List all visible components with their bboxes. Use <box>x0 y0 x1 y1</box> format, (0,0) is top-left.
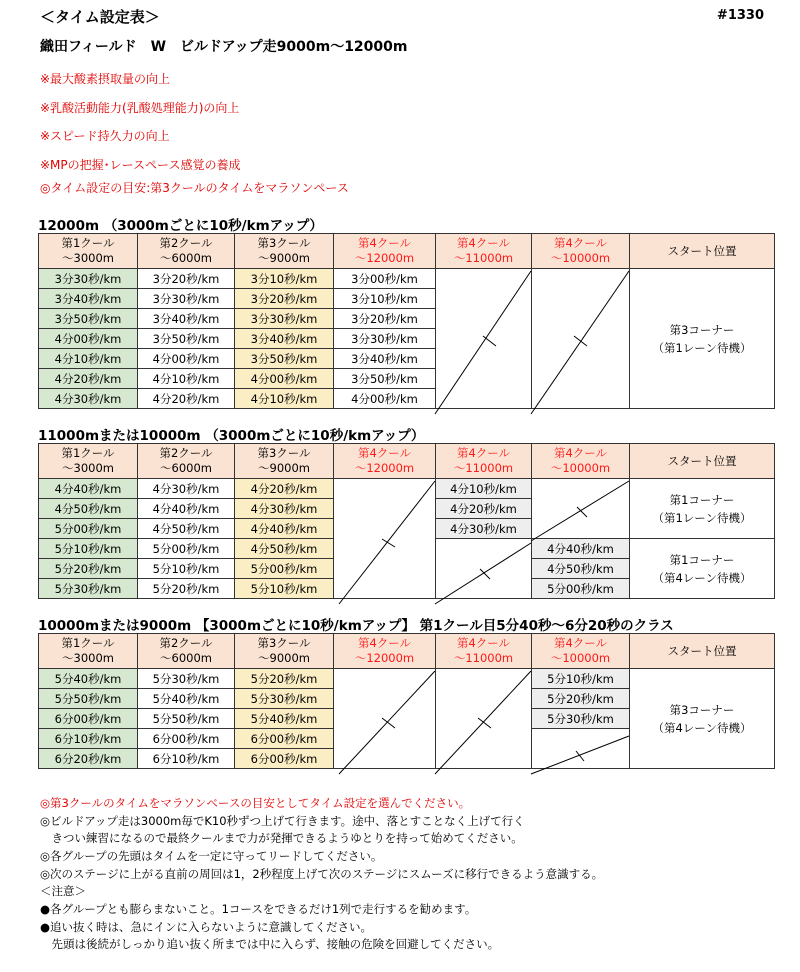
col-header-1: 第1クール ～3000m <box>39 234 138 269</box>
pace-cell: 3分20秒/km <box>138 269 235 289</box>
pace-cell: 5分00秒/km <box>235 559 334 579</box>
pace-cell: 5分20秒/km <box>138 579 235 599</box>
pace-cell: 4分50秒/km <box>532 559 630 579</box>
pace-cell: 4分30秒/km <box>39 389 138 409</box>
pace-cell: 3分50秒/km <box>138 329 235 349</box>
pace-cell: 5分00秒/km <box>532 579 630 599</box>
pace-cell: 5分40秒/km <box>39 669 138 689</box>
pace-cell: 4分40秒/km <box>138 499 235 519</box>
empty-cell-slashed <box>532 729 630 769</box>
table-row <box>39 479 775 499</box>
col-header-1: 第1クール ～3000m <box>39 444 138 479</box>
pace-cell: 3分10秒/km <box>235 269 334 289</box>
start-position-cell: 第1コーナー （第1レーン待機） <box>630 479 775 539</box>
goal-item: ※MPの把握･レースペース感覚の養成 <box>40 158 241 172</box>
pace-cell: 3分30秒/km <box>334 329 436 349</box>
section-heading-10000-9000: 10000mまたは9000m 【3000mごとに10秒/kmアップ】 第1クール目5分40秒～6分20秒のクラス <box>38 618 674 634</box>
start-position-cell: 第3コーナー （第1レーン待機） <box>630 269 775 409</box>
pace-cell: 3分00秒/km <box>334 269 436 289</box>
section-heading-11000-10000: 11000mまたは10000m （3000mごとに10秒/kmアップ） <box>38 428 425 444</box>
pace-cell: 4分20秒/km <box>39 369 138 389</box>
pace-cell: 5分10秒/km <box>39 539 138 559</box>
pace-cell: 4分30秒/km <box>436 519 532 539</box>
pace-cell: 4分00秒/km <box>138 349 235 369</box>
pace-cell: 4分10秒/km <box>39 349 138 369</box>
col-header-2: 第2クール ～6000m <box>138 234 235 269</box>
goal-item: ※乳酸活動能力(乳酸処理能力)の向上 <box>40 101 240 115</box>
pace-table-10000-9000 <box>38 633 775 769</box>
empty-cell-slashed <box>532 269 630 409</box>
pace-cell: 6分00秒/km <box>235 729 334 749</box>
document-number: #1330 <box>716 8 764 23</box>
table-row <box>39 669 775 689</box>
pace-cell: 3分40秒/km <box>235 329 334 349</box>
page-subtitle: 織田フィールド W ビルドアップ走9000m～12000m <box>40 39 408 55</box>
pace-cell: 3分40秒/km <box>138 309 235 329</box>
pace-cell: 4分00秒/km <box>334 389 436 409</box>
section-heading-12000: 12000m （3000mごとに10秒/kmアップ） <box>38 218 323 234</box>
pace-cell: 3分10秒/km <box>334 289 436 309</box>
note-line: ◎次のステージに上がる直前の周回は1，2秒程度上げて次のステージにスムーズに移行できるよう意識する。 <box>40 867 604 881</box>
note-line: ●追い抜く時は、急にインに入らないように意識してください。 <box>40 920 373 934</box>
col-header-4: 第4クール ～12000m <box>334 234 436 269</box>
col-header-6: 第4クール ～10000m <box>532 234 630 269</box>
pace-cell: 3分30秒/km <box>235 309 334 329</box>
table-row <box>39 269 775 289</box>
col-header-3: 第3クール ～9000m <box>235 634 334 669</box>
pace-cell: 5分30秒/km <box>235 689 334 709</box>
pace-cell: 3分50秒/km <box>39 309 138 329</box>
empty-cell-slashed <box>436 539 532 599</box>
col-header-start: スタート位置 <box>630 444 775 479</box>
pace-cell: 3分30秒/km <box>138 289 235 309</box>
note-line: ◎第3クールのタイムをマラソンベースの目安としてタイム設定を選んでください。 <box>40 796 471 810</box>
pace-cell: 4分50秒/km <box>39 499 138 519</box>
table-header-row <box>39 634 775 669</box>
start-position-cell: 第1コーナー （第4レーン待機） <box>630 539 775 599</box>
pace-cell: 5分20秒/km <box>532 689 630 709</box>
col-header-6: 第4クール ～10000m <box>532 634 630 669</box>
pace-cell: 3分40秒/km <box>334 349 436 369</box>
pace-cell: 4分00秒/km <box>235 369 334 389</box>
table-header-row <box>39 444 775 479</box>
pace-cell: 5分30秒/km <box>39 579 138 599</box>
col-header-4: 第4クール ～12000m <box>334 444 436 479</box>
pace-cell: 3分50秒/km <box>235 349 334 369</box>
pace-cell: 5分10秒/km <box>138 559 235 579</box>
pace-cell: 4分50秒/km <box>138 519 235 539</box>
pace-cell: 4分40秒/km <box>235 519 334 539</box>
col-header-6: 第4クール ～10000m <box>532 444 630 479</box>
pace-table-11000-10000 <box>38 443 775 599</box>
pace-cell: 4分50秒/km <box>235 539 334 559</box>
col-header-5: 第4クール ～11000m <box>436 234 532 269</box>
empty-cell-slashed <box>436 269 532 409</box>
pace-cell: 5分10秒/km <box>235 579 334 599</box>
pace-cell: 6分00秒/km <box>39 709 138 729</box>
note-line: ●各グループとも膨らまないこと。1コースをできるだけ1列で走行するを勧めます。 <box>40 902 477 916</box>
pace-cell: 5分30秒/km <box>532 709 630 729</box>
pace-cell: 4分20秒/km <box>138 389 235 409</box>
pace-cell: 4分30秒/km <box>138 479 235 499</box>
col-header-2: 第2クール ～6000m <box>138 444 235 479</box>
pace-cell: 3分30秒/km <box>39 269 138 289</box>
pace-cell: 6分10秒/km <box>138 749 235 769</box>
empty-cell-slashed <box>532 479 630 539</box>
pace-cell: 3分20秒/km <box>235 289 334 309</box>
pace-cell: 4分10秒/km <box>138 369 235 389</box>
pace-cell: 5分40秒/km <box>138 689 235 709</box>
pace-cell: 4分00秒/km <box>39 329 138 349</box>
note-line: ◎各グループの先頭はタイムを一定に守ってリードしてください。 <box>40 849 383 863</box>
col-header-4: 第4クール ～12000m <box>334 634 436 669</box>
pace-cell: 5分50秒/km <box>138 709 235 729</box>
pace-table-12000 <box>38 233 775 409</box>
pace-cell: 3分50秒/km <box>334 369 436 389</box>
col-header-5: 第4クール ～11000m <box>436 444 532 479</box>
pace-cell: 6分00秒/km <box>138 729 235 749</box>
page-title: ＜タイム設定表＞ <box>40 8 160 26</box>
pace-cell: 6分20秒/km <box>39 749 138 769</box>
empty-cell-slashed <box>334 479 436 599</box>
pace-cell: 5分40秒/km <box>235 709 334 729</box>
col-header-2: 第2クール ～6000m <box>138 634 235 669</box>
pace-cell: 4分20秒/km <box>436 499 532 519</box>
empty-cell-slashed <box>436 669 532 769</box>
col-header-start: スタート位置 <box>630 634 775 669</box>
pace-cell: 4分40秒/km <box>39 479 138 499</box>
pace-cell: 5分00秒/km <box>138 539 235 559</box>
goal-item: ◎タイム設定の目安:第3クールのタイムをマラソンペース <box>40 181 349 195</box>
pace-cell: 4分40秒/km <box>532 539 630 559</box>
table-header-row <box>39 234 775 269</box>
goal-item: ※スピード持久力の向上 <box>40 129 170 143</box>
empty-cell-slashed <box>334 669 436 769</box>
pace-cell: 5分50秒/km <box>39 689 138 709</box>
col-header-5: 第4クール ～11000m <box>436 634 532 669</box>
pace-cell: 5分10秒/km <box>532 669 630 689</box>
pace-cell: 4分10秒/km <box>436 479 532 499</box>
pace-cell: 6分10秒/km <box>39 729 138 749</box>
pace-cell: 5分30秒/km <box>138 669 235 689</box>
col-header-1: 第1クール ～3000m <box>39 634 138 669</box>
col-header-3: 第3クール ～9000m <box>235 234 334 269</box>
pace-cell: 5分20秒/km <box>235 669 334 689</box>
note-line: ◎ビルドアップ走は3000m毎でK10秒ずつ上げて行きます。途中、落とすことなく上げて行く <box>40 814 525 828</box>
pace-cell: 4分20秒/km <box>235 479 334 499</box>
pace-cell: 4分10秒/km <box>235 389 334 409</box>
goal-item: ※最大酸素摂取量の向上 <box>40 72 171 86</box>
note-line: きつい練習になるので最終クールまで力が発揮できるようゆとりを持って始めてください。 <box>40 831 523 845</box>
col-header-start: スタート位置 <box>630 234 775 269</box>
note-line: 先頭は後続がしっかり追い抜く所までは中に入らず、接触の危険を回避してください。 <box>40 937 500 951</box>
pace-cell: 6分00秒/km <box>235 749 334 769</box>
pace-cell: 3分40秒/km <box>39 289 138 309</box>
pace-cell: 5分00秒/km <box>39 519 138 539</box>
col-header-3: 第3クール ～9000m <box>235 444 334 479</box>
note-caution-heading: ＜注意＞ <box>40 884 86 898</box>
start-position-cell: 第3コーナー （第4レーン待機） <box>630 669 775 769</box>
pace-cell: 5分20秒/km <box>39 559 138 579</box>
pace-cell: 3分20秒/km <box>334 309 436 329</box>
pace-cell: 4分30秒/km <box>235 499 334 519</box>
